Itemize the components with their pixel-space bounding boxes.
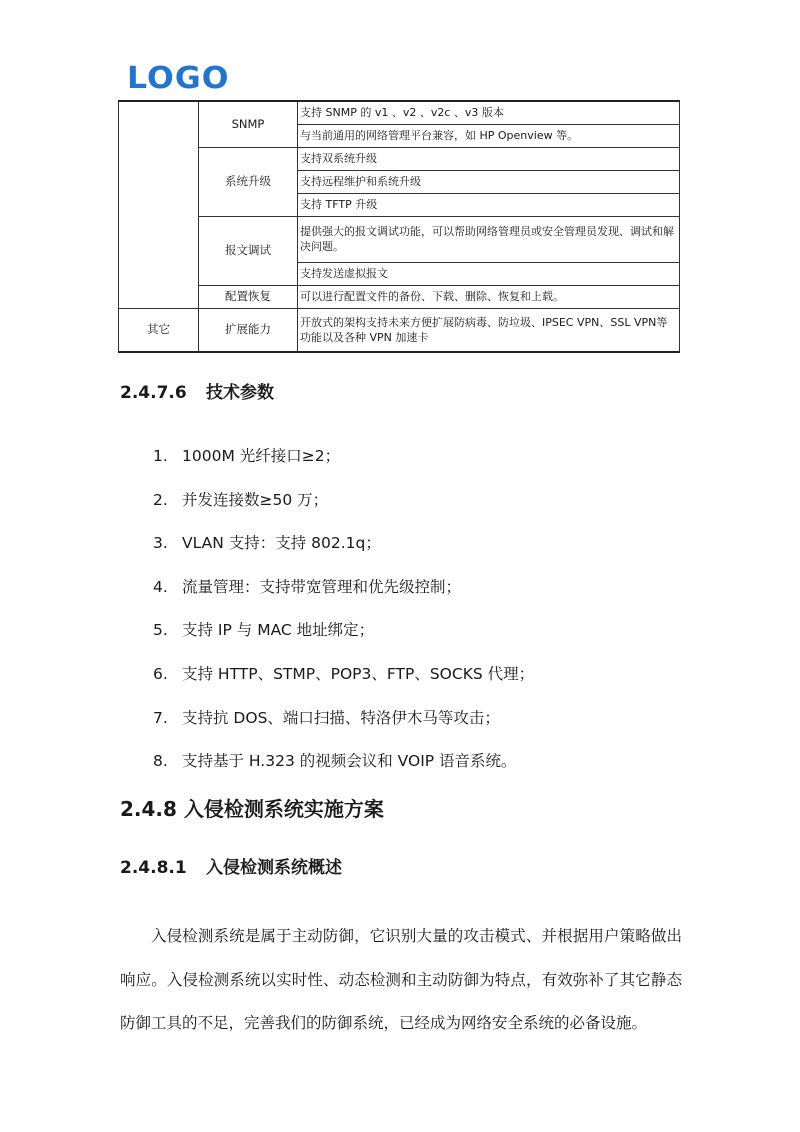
list-index: 5.: [153, 621, 168, 640]
list-text: 支持 HTTP、STMP、POP3、FTP、SOCKS 代理；: [182, 664, 535, 683]
category-other: 其它: [119, 308, 199, 352]
parameter-list: [153, 442, 534, 791]
list-text: 支持基于 H.323 的视频会议和 VOIP 语音系统。: [182, 752, 517, 771]
desc-cell: 开放式的架构支持未来方便扩展防病毒、防垃圾、IPSEC VPN、SSL VPN等功能以及各种 VPN 加速卡: [298, 308, 680, 352]
list-text: 支持抗 DOS、端口扫描、特洛伊木马等攻击；: [182, 708, 500, 727]
section-heading-2476: [120, 382, 274, 404]
list-index: 6.: [153, 664, 168, 683]
list-item: [153, 573, 534, 617]
section-title: 入侵检测系统概述: [206, 858, 342, 878]
section-heading-248: 2.4.8 入侵检测系统实施方案: [120, 797, 384, 821]
subcategory-restore: 配置恢复: [199, 285, 298, 308]
list-item: [153, 660, 534, 704]
list-index: 3.: [153, 534, 168, 553]
section-heading-2481: [120, 857, 342, 879]
desc-cell: 支持发送虚拟报文: [298, 262, 680, 285]
desc-cell: 支持 TFTP 升级: [298, 193, 680, 216]
logo: LOGO: [127, 61, 230, 96]
list-index: 1.: [153, 447, 168, 465]
desc-cell: 提供强大的报文调试功能，可以帮助网络管理员或安全管理员发现、调试和解决问题。: [298, 216, 680, 262]
desc-cell: 支持远程维护和系统升级: [298, 170, 680, 193]
list-text: 并发连接数≥50 万；: [182, 490, 329, 509]
desc-cell: 可以进行配置文件的备份、下载、删除、恢复和上载。: [298, 285, 680, 308]
list-text: 1000M 光纤接口≥2；: [182, 447, 341, 465]
list-item: [153, 442, 534, 486]
list-item: [153, 704, 534, 748]
desc-cell: 与当前通用的网络管理平台兼容，如 HP Openview 等。: [298, 124, 680, 147]
list-text: VLAN 支持：支持 802.1q；: [182, 534, 381, 553]
list-index: 8.: [153, 752, 168, 771]
list-index: 2.: [153, 490, 168, 509]
spec-table: [118, 100, 680, 353]
list-item: [153, 747, 534, 791]
desc-cell: 支持 SNMP 的 v1 、v2 、v2c 、v3 版本: [298, 101, 680, 124]
list-item: [153, 529, 534, 573]
desc-cell: 支持双系统升级: [298, 147, 680, 170]
list-item: [153, 616, 534, 660]
subcategory-extension: 扩展能力: [199, 308, 298, 352]
list-text: 支持 IP 与 MAC 地址绑定；: [182, 621, 375, 640]
overview-paragraph: 入侵检测系统是属于主动防御，它识别大量的攻击模式、并根据用户策略做出响应。入侵检测系统以实时性、动态检测和主动防御为特点，有效弥补了其它静态防御工具的不足，完善我们的防御系统，已经成为网络安全系统的必备设施。: [120, 927, 682, 1033]
list-item: [153, 486, 534, 530]
subcategory-upgrade: 系统升级: [199, 147, 298, 216]
section-number: 2.4.7.6: [120, 383, 187, 403]
subcategory-debug: 报文调试: [199, 216, 298, 285]
subcategory-snmp: SNMP: [199, 101, 298, 147]
list-index: 7.: [153, 708, 168, 727]
section-title: 技术参数: [206, 383, 274, 403]
category-cell-blank: [119, 101, 199, 308]
section-number: 2.4.8.1: [120, 858, 187, 878]
list-text: 流量管理：支持带宽管理和优先级控制；: [182, 577, 462, 596]
list-index: 4.: [153, 577, 168, 596]
